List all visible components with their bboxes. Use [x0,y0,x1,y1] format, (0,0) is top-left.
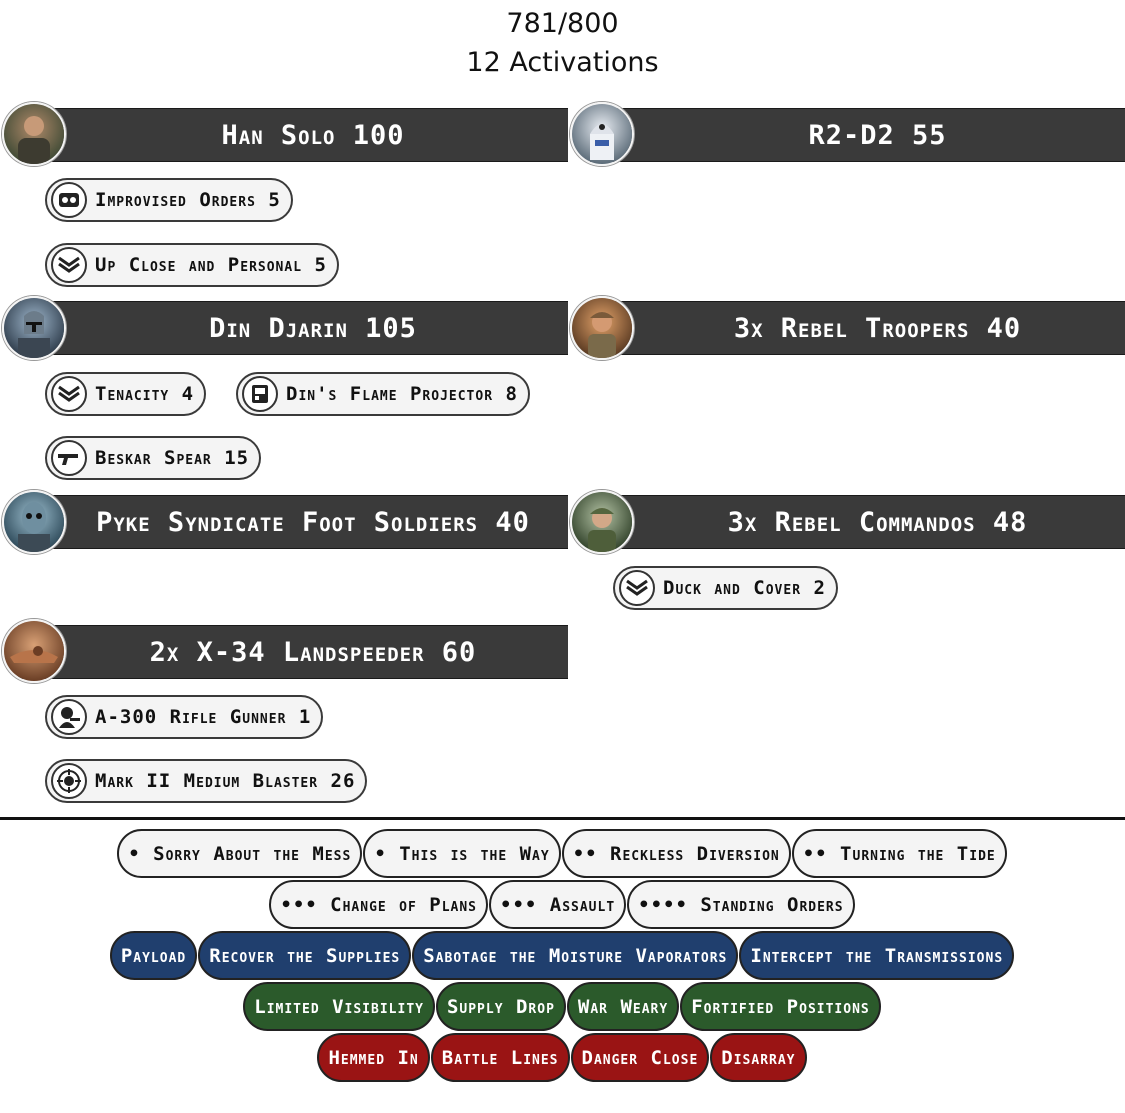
upgrade-label: Beskar Spear 15 [95,447,250,469]
deployment-card[interactable]: Limited Visibility [243,982,435,1031]
rebel-troopers-avatar [570,296,634,360]
unit-bar-pyke-syndicate[interactable] [18,495,568,549]
command-cards-row-2 [0,880,1125,929]
condition-card[interactable]: Battle Lines [431,1033,570,1082]
unit-bar-han-solo[interactable] [18,108,568,162]
points-total: 781/800 [506,8,619,39]
list-header [0,0,1125,82]
deployment-card[interactable]: Supply Drop [436,982,566,1031]
upgrade-label: A-300 Rifle Gunner 1 [95,706,312,728]
din-djarin-avatar [2,296,66,360]
upgrade-label: Mark II Medium Blaster 26 [95,770,356,792]
unit-bar-x34-landspeeder[interactable] [18,625,568,679]
pyke-syndicate-avatar [2,490,66,554]
unit-name: 3x Rebel Troopers 40 [733,312,1022,344]
unit-name: R2-D2 55 [808,119,947,151]
upgrade-improvised-orders[interactable] [45,178,293,222]
command-card[interactable]: •• Turning the Tide [792,829,1007,878]
deployment-card[interactable]: Fortified Positions [680,982,881,1031]
command-card[interactable]: •• Reckless Diversion [562,829,791,878]
command-card[interactable]: •••• Standing Orders [627,880,854,929]
upgrade-dins-flame-projector[interactable] [236,372,530,416]
rebel-commandos-avatar [570,490,634,554]
upgrade-duck-and-cover[interactable] [613,566,838,610]
unit-bar-din-djarin[interactable] [18,301,568,355]
deployment-cards-row [0,982,1125,1031]
condition-card[interactable]: Disarray [710,1033,806,1082]
upgrade-label: Up Close and Personal 5 [95,254,327,276]
command-card[interactable]: ••• Assault [489,880,626,929]
upgrade-beskar-spear[interactable] [45,436,261,480]
unit-name: Din Djarin 105 [209,312,417,344]
command-icon [51,182,87,218]
deployment-card[interactable]: War Weary [567,982,679,1031]
condition-cards-row [0,1033,1125,1082]
upgrade-label: Duck and Cover 2 [663,577,826,599]
upgrade-label: Improvised Orders 5 [95,189,281,211]
section-divider [0,817,1125,820]
objective-card[interactable]: Payload [110,931,197,980]
upgrade-label: Din's Flame Projector 8 [286,383,518,405]
unit-name: 2x X-34 Landspeeder 60 [149,636,477,668]
unit-bar-rebel-commandos[interactable] [590,495,1125,549]
unit-name: Han Solo 100 [221,119,405,151]
activation-count: 12 Activations [466,47,659,78]
han-solo-avatar [2,102,66,166]
objective-card[interactable]: Recover the Supplies [198,931,411,980]
objective-cards-row [0,931,1125,980]
unit-name: 3x Rebel Commandos 48 [727,506,1028,538]
upgrade-mark-ii-medium-blaster[interactable] [45,759,367,803]
command-cards-row-1 [0,829,1125,878]
unit-name: Pyke Syndicate Foot Soldiers 40 [96,506,530,538]
gear-icon [242,376,278,412]
r2-d2-avatar [570,102,634,166]
unit-bar-rebel-troopers[interactable] [590,301,1125,355]
upgrade-tenacity[interactable] [45,372,206,416]
upgrade-label: Tenacity 4 [95,383,195,405]
condition-card[interactable]: Hemmed In [317,1033,429,1082]
x34-landspeeder-avatar [2,619,66,683]
training-icon [51,376,87,412]
armament-icon [51,440,87,476]
training-icon [619,570,655,606]
hardpoint-icon [51,763,87,799]
crew-icon [51,699,87,735]
condition-card[interactable]: Danger Close [571,1033,710,1082]
upgrade-a300-rifle-gunner[interactable] [45,695,323,739]
command-card[interactable]: • Sorry About the Mess [117,829,362,878]
objective-card[interactable]: Intercept the Transmissions [739,931,1014,980]
command-card[interactable]: ••• Change of Plans [269,880,488,929]
training-icon [51,247,87,283]
objective-card[interactable]: Sabotage the Moisture Vaporators [412,931,738,980]
unit-bar-r2-d2[interactable] [590,108,1125,162]
upgrade-up-close-and-personal[interactable] [45,243,339,287]
command-card[interactable]: • This is the Way [363,829,560,878]
